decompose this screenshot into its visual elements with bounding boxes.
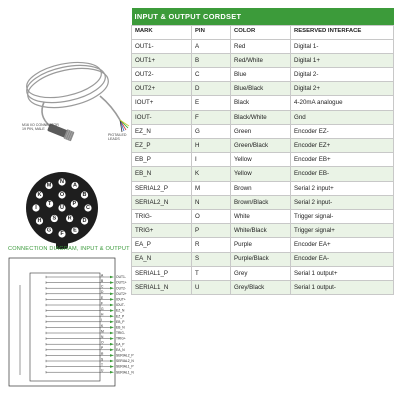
wire-mark-label: OUT1- <box>116 275 126 280</box>
pin-label: G <box>46 227 52 234</box>
cell-pin: S <box>192 252 231 266</box>
table-header-row <box>132 25 394 39</box>
cell-color: Purple <box>231 238 291 252</box>
cell-color: Red/White <box>231 53 291 67</box>
pin-label: N <box>60 179 64 185</box>
wire-mark-label: OUT1+ <box>116 280 127 285</box>
wire-arrow-icon <box>110 371 114 374</box>
cell-pin: B <box>192 53 231 67</box>
table-row <box>132 266 394 280</box>
connector-label-line-1: M16 I/O CONNECTOR <box>22 123 59 127</box>
table-title: INPUT & OUTPUT CORDSET <box>132 8 394 25</box>
cell-pin: G <box>192 124 231 138</box>
cell-mark: SERIAL2_P <box>132 181 192 195</box>
pin-label: B <box>82 192 87 198</box>
column-header-mark: MARK <box>132 25 192 39</box>
wire-pin-label: G <box>101 307 104 311</box>
table-row <box>132 124 394 138</box>
cell-reserved-interface: Trigger signal+ <box>291 224 394 238</box>
pin-label: E <box>73 227 77 234</box>
wire-arrow-icon <box>110 298 114 301</box>
wire-mark-label: EB_N <box>116 325 125 330</box>
cell-pin: O <box>192 209 231 223</box>
cell-reserved-interface: Encoder EB- <box>291 167 394 181</box>
cell-mark: EA_N <box>132 252 192 266</box>
cell-pin: K <box>192 167 231 181</box>
cell-mark: TRIG- <box>132 209 192 223</box>
wire-mark-label: EA_N <box>116 347 125 352</box>
wire-pin-label: M <box>101 329 104 334</box>
pin-label: H <box>37 218 42 224</box>
table-row <box>132 53 394 67</box>
cell-pin: U <box>192 280 231 294</box>
wire-pin-label: A <box>101 273 104 278</box>
cell-pin: R <box>192 238 231 252</box>
cell-mark: SERIAL2_N <box>132 195 192 209</box>
table-row <box>132 238 394 252</box>
connector-label-line-2: 19 PIN, MALE <box>22 127 45 132</box>
connector-label <box>22 123 59 132</box>
cell-pin: A <box>192 39 231 53</box>
pin-face-diagram <box>20 168 104 252</box>
wire-mark-label: EB_P <box>116 319 125 324</box>
wire-pin-label: U <box>101 368 104 373</box>
pin-label: A <box>73 182 77 189</box>
wire-arrow-icon <box>110 365 114 368</box>
pigtail-label: PIGTAILED LEADS <box>108 133 127 142</box>
wire-arrow-icon <box>110 315 114 318</box>
wire-mark-label: IOUT+ <box>116 297 126 302</box>
pin-label: I <box>35 205 37 211</box>
cell-mark: OUT2- <box>132 68 192 82</box>
cell-mark: OUT1+ <box>132 53 192 67</box>
wire-pin-label: C <box>101 284 104 289</box>
table-row <box>132 195 394 209</box>
table-row <box>132 153 394 167</box>
cell-reserved-interface: 4-20mA analogue <box>291 96 394 110</box>
table-row <box>132 39 394 53</box>
cell-reserved-interface: Serial 2 input- <box>291 195 394 209</box>
cell-mark: EB_N <box>132 167 192 181</box>
cell-color: Green/Black <box>231 139 291 153</box>
wire-mark-label: SERIAL1_N <box>116 370 134 375</box>
wire-arrow-icon <box>110 309 114 312</box>
table-row <box>132 224 394 238</box>
wire-mark-label: SERIAL2_P <box>116 353 134 358</box>
pin-label: F <box>60 231 64 237</box>
table-row <box>132 181 394 195</box>
cell-color: Black <box>231 96 291 110</box>
wire-pin-label: K <box>101 323 104 328</box>
cell-mark: OUT2+ <box>132 82 192 96</box>
wire-arrow-icon <box>110 326 114 329</box>
wire-arrow-icon <box>110 332 114 335</box>
cell-color: Yellow <box>231 153 291 167</box>
cell-reserved-interface: Encoder EA- <box>291 252 394 266</box>
cell-mark: IOUT+ <box>132 96 192 110</box>
wire-mark-label: TRIG+ <box>116 336 126 341</box>
cell-reserved-interface: Serial 1 output- <box>291 280 394 294</box>
wire-pin-label: E <box>101 295 104 300</box>
pin-label: M <box>46 182 52 189</box>
pin-label: U <box>60 205 64 211</box>
cell-pin: C <box>192 68 231 82</box>
cell-reserved-interface: Gnd <box>291 110 394 124</box>
cell-reserved-interface: Encoder EZ- <box>291 124 394 138</box>
cell-reserved-interface: Digital 2- <box>291 68 394 82</box>
cell-reserved-interface: Digital 1- <box>291 39 394 53</box>
wire-mark-label: EZ_N <box>116 308 125 313</box>
table-row <box>132 68 394 82</box>
wire-arrow-icon <box>110 276 114 279</box>
cell-color: Grey/Black <box>231 280 291 294</box>
wire-mark-label: TRIG- <box>116 331 125 336</box>
cell-reserved-interface: Serial 1 output+ <box>291 266 394 280</box>
pin-label: R <box>67 215 72 222</box>
wire-pin-label: R <box>101 351 104 356</box>
pin-label: K <box>37 192 42 198</box>
wire-mark-label: SERIAL1_P <box>116 364 134 369</box>
wire-mark-label: OUT2- <box>116 286 126 291</box>
wire-arrow-icon <box>110 321 114 324</box>
wire-pin-label: H <box>101 312 104 317</box>
cell-color: Yellow <box>231 167 291 181</box>
wire-pin-label: P <box>101 346 104 351</box>
wire-arrow-icon <box>110 304 114 307</box>
cell-color: White <box>231 209 291 223</box>
cell-pin: P <box>192 224 231 238</box>
wire-mark-label: EZ_P <box>116 314 125 319</box>
wire-pin-label: O <box>101 340 104 345</box>
cell-pin: I <box>192 153 231 167</box>
cell-mark: EB_P <box>132 153 192 167</box>
cell-color: Brown <box>231 181 291 195</box>
column-header-reserved-interface: RESERVED INTERFACE <box>291 25 394 39</box>
pin-label: P <box>72 200 77 207</box>
table-row <box>132 96 394 110</box>
cell-color: Purple/Black <box>231 252 291 266</box>
cell-mark: SERIAL1_P <box>132 266 192 280</box>
cell-pin: E <box>192 96 231 110</box>
table-row <box>132 82 394 96</box>
cell-reserved-interface: Encoder EA+ <box>291 238 394 252</box>
cell-pin: D <box>192 82 231 96</box>
pin-label: D <box>82 218 87 224</box>
cell-pin: H <box>192 139 231 153</box>
wire-pin-label: N <box>101 335 104 339</box>
wire-arrow-icon <box>110 343 114 346</box>
cell-reserved-interface: Digital 1+ <box>291 53 394 67</box>
cell-mark: IOUT- <box>132 110 192 124</box>
cell-mark: SERIAL1_N <box>132 280 192 294</box>
cell-mark: OUT1- <box>132 39 192 53</box>
wire-arrow-icon <box>110 354 114 357</box>
table-row <box>132 252 394 266</box>
cell-mark: TRIG+ <box>132 224 192 238</box>
pin-label: C <box>86 205 90 211</box>
wire-arrow-icon <box>110 281 114 284</box>
cell-color: Black/White <box>231 110 291 124</box>
cell-color: White/Black <box>231 224 291 238</box>
wire-pin-label: T <box>101 363 104 367</box>
table-row <box>132 167 394 181</box>
cell-color: Grey <box>231 266 291 280</box>
cell-reserved-interface: Encoder EB+ <box>291 153 394 167</box>
table-row <box>132 209 394 223</box>
cell-mark: EZ_N <box>132 124 192 138</box>
cell-reserved-interface: Digital 2+ <box>291 82 394 96</box>
wire-pin-label: I <box>101 318 102 323</box>
table-row <box>132 139 394 153</box>
cell-color: Blue/Black <box>231 82 291 96</box>
table-row <box>132 110 394 124</box>
cell-reserved-interface: Encoder EZ+ <box>291 139 394 153</box>
cell-pin: M <box>192 181 231 195</box>
diagram-connector-box <box>30 273 100 381</box>
cell-pin: N <box>192 195 231 209</box>
pin-label: O <box>59 192 65 198</box>
table-row <box>132 280 394 294</box>
cell-reserved-interface: Trigger signal- <box>291 209 394 223</box>
wire-mark-label: SERIAL2_N <box>116 359 134 364</box>
pin-label: T <box>47 200 52 207</box>
wire-arrow-icon <box>110 337 114 340</box>
wiring-diagram <box>6 255 140 395</box>
wire-mark-label: OUT2+ <box>116 291 127 296</box>
wire-pin-label: S <box>101 357 104 362</box>
cell-color: Blue <box>231 68 291 82</box>
wire-pin-label: F <box>101 301 104 306</box>
cell-color: Brown/Black <box>231 195 291 209</box>
wire-pin-label: D <box>101 290 104 295</box>
wire-arrow-icon <box>110 287 114 290</box>
wire-arrow-icon <box>110 293 114 296</box>
connector-pin-face <box>20 168 104 252</box>
cell-pin: T <box>192 266 231 280</box>
cell-color: Green <box>231 124 291 138</box>
cable-illustration <box>8 40 136 150</box>
cell-mark: EA_P <box>132 238 192 252</box>
cell-mark: EZ_P <box>132 139 192 153</box>
wire-mark-label: IOUT- <box>116 303 125 308</box>
wire-arrow-icon <box>110 349 114 352</box>
cell-pin: F <box>192 110 231 124</box>
column-header-color: COLOR <box>231 25 291 39</box>
wire-arrow-icon <box>110 360 114 363</box>
wire-mark-label: EA_P <box>116 342 125 347</box>
cell-reserved-interface: Serial 2 input+ <box>291 181 394 195</box>
cordset-table <box>131 8 394 295</box>
connection-diagram <box>6 255 140 395</box>
connection-diagram-title: CONNECTION DIAGRAM, INPUT & OUTPUT <box>8 246 130 252</box>
cell-color: Red <box>231 39 291 53</box>
wire-pin-label: B <box>101 279 104 283</box>
pin-label: S <box>52 215 57 222</box>
column-header-pin: PIN <box>192 25 231 39</box>
